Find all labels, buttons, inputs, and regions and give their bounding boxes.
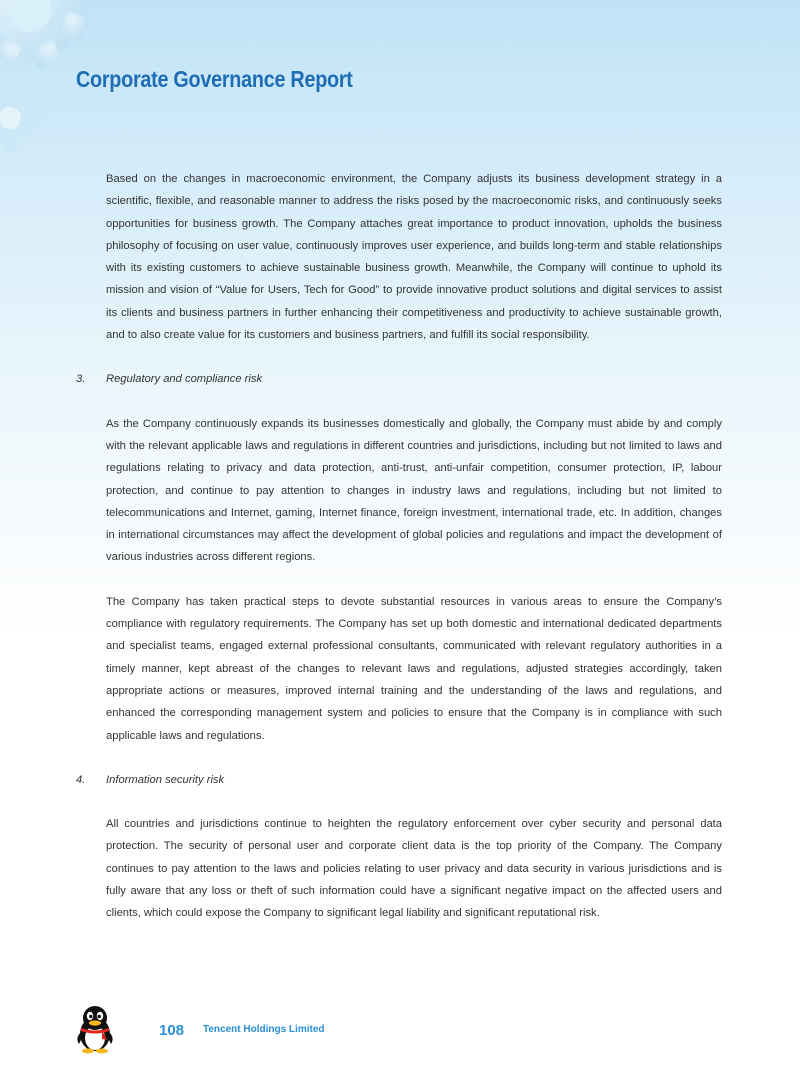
paragraph: As the Company continuously expands its businesses domestically and globally, the Company must abide by and comply with the relevant applicable laws and regulations in different countries and jurisdictions, including but not limited to laws and regulations relating to privacy and data protection, anti-trust, anti-unfair competition, consumer protection, IP, labour protection, and continue to pay attention to changes in industry laws and regulations, including but not limited to telecommunications and Internet, gaming, Internet finance, foreign investment, international trade, etc. In addition, changes in international circumstances may affect the development of global policies and regulations and impact the development of various industries across different regions. — [106, 417, 722, 564]
section-title: Information security risk — [106, 773, 225, 786]
paragraph: All countries and jurisdictions continue to heighten the regulatory enforcement over cyber security and personal data protection. The security of personal user and corporate client data is the top priority of the Company. The Company continues to pay attention to the laws and policies relating to user privacy and data security in various jurisdictions and is fully aware that any loss or theft of such information could have a significant negative impact on the affected users and clients, which could expose the Company to significant legal liability and significant reputational risk. — [106, 818, 722, 920]
paragraph: The Company has taken practical steps to devote substantial resources in various areas to ensure the Company’s compliance with regulatory requirements. The Company has set up both domestic and international dedicated departments and specialist teams, engaged external professional consultants, communicated with relevant regulatory authorities in a timely manner, kept abreast of the changes to relevant laws and regulations, adjusted strategies accordingly, taken appropriate actions or measures, improved internal training and the understanding of the laws and regulations, and enhanced the corresponding management system and policies to ensure that the Company is in compliance with such applicable laws and regulations. — [106, 595, 722, 742]
section-heading-regulatory — [76, 368, 722, 390]
page-number: 108 — [159, 1022, 185, 1039]
intro-paragraph: Based on the changes in macroeconomic environment, the Company adjusts its business development strategy in a scientific, flexible, and reasonable manner to address the risks posed by the macroeconomic risks, and continuously seeks opportunities for business growth. The Company attaches great importance to product innovation, upholds the business philosophy of focusing on user value, continuously improves user experience, and builds long-term and stable relationships with its existing customers to achieve sustainable business growth. Meanwhile, the Company will continue to uphold its mission and vision of “Value for Users, Tech for Good” to provide innovative product solutions and digital services to assist its clients and business partners in further enhancing their competitiveness and productivity to achieve sustainable growth, and to also create value for its customers and business partners, and fulfill its social responsibility. — [106, 173, 722, 342]
section-heading-information-security — [76, 769, 722, 791]
report-body — [76, 168, 722, 925]
company-name: Tencent Holdings Limited — [203, 1024, 325, 1035]
section-number: 4. — [76, 773, 86, 786]
section-title: Regulatory and compliance risk — [106, 373, 263, 386]
section-number: 3. — [76, 373, 86, 386]
page-title: Corporate Governance Report — [76, 66, 353, 92]
penguin-mascot-icon — [74, 1004, 116, 1054]
